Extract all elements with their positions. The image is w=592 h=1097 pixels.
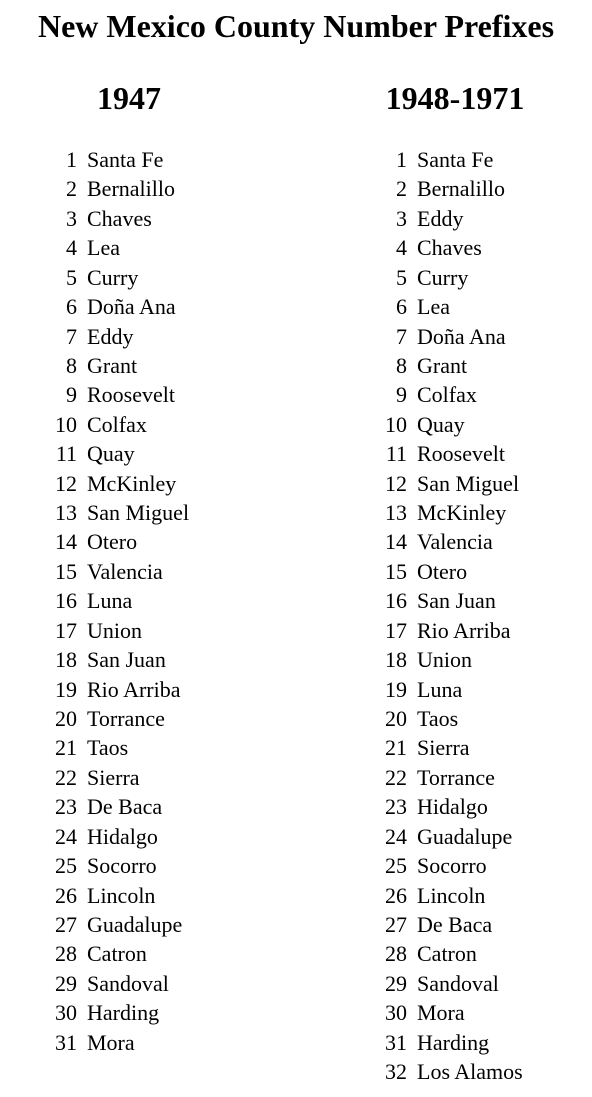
list-item (370, 881, 592, 910)
list-item (40, 292, 280, 321)
county-name: Catron (87, 941, 147, 967)
list-item (370, 704, 592, 733)
county-number: 25 (55, 853, 77, 879)
list-item (40, 174, 280, 203)
list-item (370, 822, 592, 851)
county-number: 4 (396, 235, 407, 261)
county-list-1948-1971 (370, 145, 592, 1087)
county-name: Santa Fe (417, 147, 494, 172)
county-name: Sierra (417, 735, 470, 761)
county-name: Sandoval (87, 970, 169, 996)
list-item (370, 763, 592, 792)
county-number: 24 (385, 823, 407, 849)
county-number: 31 (55, 1029, 77, 1055)
county-number: 29 (385, 970, 407, 996)
county-name: Hidalgo (417, 794, 488, 820)
county-number: 26 (55, 882, 77, 908)
county-number: 10 (55, 411, 77, 437)
county-number: 3 (396, 205, 407, 231)
list-item (370, 616, 592, 645)
county-number: 6 (66, 294, 77, 320)
county-name: McKinley (417, 500, 507, 526)
county-name: Doña Ana (87, 294, 176, 320)
county-name: Harding (417, 1029, 490, 1055)
county-name: Bernalillo (417, 176, 505, 202)
county-number: 23 (385, 794, 407, 820)
list-item (40, 822, 280, 851)
county-name: Eddy (87, 323, 134, 349)
list-item (40, 204, 280, 233)
county-name: Grant (87, 352, 138, 378)
county-name: Chaves (87, 205, 152, 231)
county-number: 11 (55, 441, 77, 467)
county-name: Torrance (417, 764, 495, 790)
list-item (40, 792, 280, 821)
county-name: Rio Arriba (87, 676, 181, 702)
county-number: 7 (396, 323, 407, 349)
county-name: San Juan (87, 647, 166, 673)
list-item (40, 675, 280, 704)
county-number: 8 (396, 352, 407, 378)
list-item (40, 969, 280, 998)
county-number: 28 (385, 941, 407, 967)
county-name: Mora (417, 1000, 465, 1026)
list-item (370, 939, 592, 968)
list-item (370, 410, 592, 439)
county-name: Hidalgo (87, 823, 158, 849)
list-item (40, 322, 280, 351)
list-item (370, 469, 592, 498)
county-number: 18 (55, 647, 77, 673)
list-item (40, 145, 280, 174)
county-name: Socorro (87, 853, 157, 879)
county-number: 28 (55, 941, 77, 967)
county-name: Guadalupe (87, 911, 183, 937)
county-number: 27 (55, 911, 77, 937)
list-item (40, 410, 280, 439)
list-item (370, 645, 592, 674)
county-name: Rio Arriba (417, 617, 511, 643)
list-item (40, 380, 280, 409)
county-name: Quay (417, 411, 465, 437)
list-item (370, 1057, 592, 1086)
county-number: 22 (385, 764, 407, 790)
county-number: 31 (385, 1029, 407, 1055)
county-name: Quay (87, 441, 135, 467)
list-item (370, 351, 592, 380)
list-item (370, 851, 592, 880)
county-name: Otero (417, 558, 468, 584)
list-item (370, 675, 592, 704)
county-number: 4 (66, 235, 77, 261)
county-name: Lincoln (87, 882, 156, 908)
list-item (40, 939, 280, 968)
county-name: Eddy (417, 205, 464, 231)
county-number: 16 (55, 588, 77, 614)
county-name: De Baca (87, 794, 163, 820)
county-number: 18 (385, 647, 407, 673)
county-name: Lincoln (417, 882, 486, 908)
list-item (40, 645, 280, 674)
county-number: 19 (385, 676, 407, 702)
county-name: Mora (87, 1029, 135, 1055)
county-number: 22 (55, 764, 77, 790)
county-name: Doña Ana (417, 323, 506, 349)
list-item (370, 263, 592, 292)
county-number: 15 (55, 558, 77, 584)
county-number: 13 (55, 500, 77, 526)
county-number: 12 (385, 470, 407, 496)
county-number: 12 (55, 470, 77, 496)
county-number: 7 (66, 323, 77, 349)
column-heading-1948-1971: 1948-1971 (385, 80, 525, 116)
county-number: 2 (66, 176, 77, 202)
county-name: Catron (417, 941, 477, 967)
list-item (40, 557, 280, 586)
list-item (370, 557, 592, 586)
list-item (40, 763, 280, 792)
county-number: 17 (385, 617, 407, 643)
list-item (370, 998, 592, 1027)
county-name: Union (417, 647, 472, 673)
county-name: Lea (417, 294, 450, 320)
county-name: San Juan (417, 588, 496, 614)
county-name: San Miguel (417, 470, 520, 496)
list-item (40, 616, 280, 645)
list-item (40, 881, 280, 910)
page-title: New Mexico County Number Prefixes (37, 8, 555, 44)
county-name: Socorro (417, 853, 487, 879)
county-number: 20 (55, 706, 77, 732)
county-number: 19 (55, 676, 77, 702)
county-number: 3 (66, 205, 77, 231)
county-number: 32 (385, 1059, 407, 1085)
county-name: Curry (87, 264, 139, 290)
list-item (370, 969, 592, 998)
list-item (40, 263, 280, 292)
county-number: 5 (66, 264, 77, 290)
county-list-1947 (40, 145, 280, 1057)
list-item (40, 233, 280, 262)
county-number: 21 (385, 735, 407, 761)
county-name: De Baca (417, 911, 493, 937)
list-item (40, 498, 280, 527)
county-number: 5 (396, 264, 407, 290)
list-item (40, 469, 280, 498)
list-item (370, 733, 592, 762)
county-number: 23 (55, 794, 77, 820)
county-number: 15 (385, 558, 407, 584)
county-name: Roosevelt (87, 382, 175, 408)
list-item (370, 233, 592, 262)
county-number: 10 (385, 411, 407, 437)
county-number: 2 (396, 176, 407, 202)
list-item (370, 204, 592, 233)
list-item (40, 733, 280, 762)
county-name: Taos (417, 706, 459, 732)
list-item (370, 145, 592, 174)
county-number: 1 (396, 147, 407, 172)
list-item (370, 322, 592, 351)
list-item (370, 1028, 592, 1057)
list-item (40, 998, 280, 1027)
county-name: Curry (417, 264, 469, 290)
list-item (40, 1028, 280, 1057)
list-item (40, 351, 280, 380)
county-number: 9 (66, 382, 77, 408)
county-number: 30 (385, 1000, 407, 1026)
county-name: Lea (87, 235, 120, 261)
list-item (370, 792, 592, 821)
county-name: Bernalillo (87, 176, 175, 202)
county-number: 29 (55, 970, 77, 996)
county-number: 6 (396, 294, 407, 320)
county-name: Union (87, 617, 142, 643)
county-number: 14 (55, 529, 77, 555)
county-name: San Miguel (87, 500, 190, 526)
county-name: Valencia (417, 529, 493, 555)
county-name: Roosevelt (417, 441, 505, 467)
list-item (370, 910, 592, 939)
list-item (370, 292, 592, 321)
county-name: Harding (87, 1000, 160, 1026)
county-name: Colfax (87, 411, 147, 437)
county-number: 9 (396, 382, 407, 408)
list-item (370, 174, 592, 203)
county-number: 11 (385, 441, 407, 467)
list-item (40, 439, 280, 468)
county-name: Grant (417, 352, 468, 378)
county-name: Sandoval (417, 970, 499, 996)
county-name: Chaves (417, 235, 482, 261)
county-number: 25 (385, 853, 407, 879)
county-number: 16 (385, 588, 407, 614)
list-item (40, 851, 280, 880)
county-number: 24 (55, 823, 77, 849)
county-name: Guadalupe (417, 823, 513, 849)
county-name: Luna (417, 676, 463, 702)
list-item (40, 527, 280, 556)
county-number: 17 (55, 617, 77, 643)
county-name: Santa Fe (87, 147, 164, 172)
county-name: Luna (87, 588, 133, 614)
list-item (370, 380, 592, 409)
list-item (370, 439, 592, 468)
county-number: 8 (66, 352, 77, 378)
county-number: 13 (385, 500, 407, 526)
county-name: Los Alamos (417, 1059, 523, 1085)
county-name: McKinley (87, 470, 177, 496)
column-heading-1947: 1947 (97, 80, 161, 116)
county-name: Torrance (87, 706, 165, 732)
county-name: Taos (87, 735, 129, 761)
county-name: Colfax (417, 382, 477, 408)
county-number: 21 (55, 735, 77, 761)
county-number: 20 (385, 706, 407, 732)
county-number: 26 (385, 882, 407, 908)
county-number: 30 (55, 1000, 77, 1026)
list-item (40, 910, 280, 939)
list-item (40, 704, 280, 733)
county-name: Otero (87, 529, 138, 555)
county-number: 27 (385, 911, 407, 937)
list-item (370, 498, 592, 527)
county-number: 14 (385, 529, 407, 555)
list-item (370, 527, 592, 556)
county-name: Valencia (87, 558, 163, 584)
county-name: Sierra (87, 764, 140, 790)
county-number: 1 (66, 147, 77, 172)
list-item (370, 586, 592, 615)
list-item (40, 586, 280, 615)
